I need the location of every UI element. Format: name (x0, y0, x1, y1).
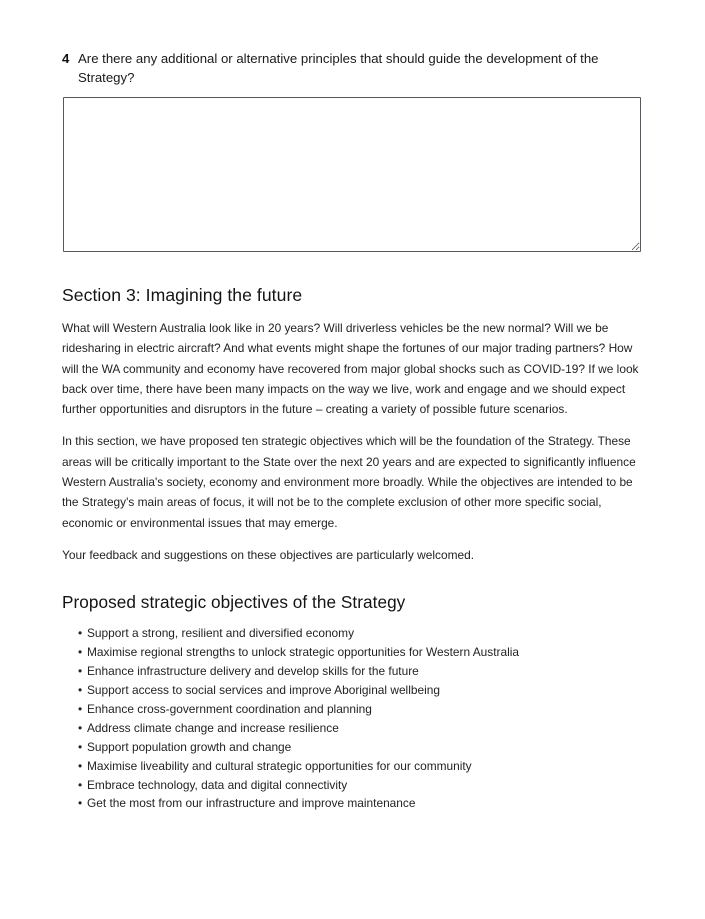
list-item-label: Maximise liveability and cultural strategic opportunities for our community (87, 758, 472, 773)
list-item (62, 681, 622, 700)
list-item (62, 700, 622, 719)
list-item (62, 757, 622, 776)
list-item (62, 624, 622, 643)
bullet-icon: • (78, 701, 83, 716)
question-4-block (62, 49, 602, 87)
bullet-icon: • (78, 645, 83, 660)
bullet-icon: • (78, 796, 83, 811)
list-item-label: Support population growth and change (87, 739, 292, 754)
list-item (62, 776, 622, 795)
section-heading: Section 3: Imagining the future (62, 285, 303, 305)
list-item (62, 662, 622, 681)
page-content (62, 49, 642, 813)
section-paragraph-1: What will Western Australia look like in 20 years? Will driverless vehicles be the new normal? Will we be ridesharing in electric aircraft? And what events might shape the fortunes of our major trading partners? How will the WA community and economy have recovered from major global shocks such as COVID-19? If we look back over time, there have been many impacts on the way we live, work and engage and we should expect further opportunities and disruptors in the future – creating a variety of possible future scenarios. (62, 321, 639, 417)
list-item-label: Embrace technology, data and digital connectivity (87, 777, 348, 792)
list-item-label: Support access to social services and improve Aboriginal wellbeing (87, 682, 440, 697)
list-item-label: Enhance cross-government coordination and planning (87, 701, 372, 716)
bullet-icon: • (78, 626, 83, 641)
bullet-icon: • (78, 664, 83, 679)
list-item (62, 643, 622, 662)
list-item (62, 738, 622, 757)
question-text: Are there any additional or alternative principles that should guide the development of the Strategy? (78, 51, 599, 85)
bullet-icon: • (78, 739, 83, 754)
bullet-icon: • (78, 777, 83, 792)
section-paragraph-2: In this section, we have proposed ten strategic objectives which will be the foundation of the Strategy. These areas will be critically important to the State over the next 20 years and are expected to significantly influence Western Australia's society, economy and environment more broadly. While the objectives are intended to be the Strategy's main areas of focus, it will not be to the complete exclusion of other more specific social, economic or environmental issues that may emerge. (62, 434, 636, 530)
list-item (62, 719, 622, 738)
list-item-label: Support a strong, resilient and diversified economy (87, 626, 355, 641)
list-item-label: Enhance infrastructure delivery and develop skills for the future (87, 664, 419, 679)
question-number: 4 (62, 51, 70, 66)
bullet-icon: • (78, 682, 83, 697)
bullet-icon: • (78, 720, 83, 735)
section-paragraph-3: Your feedback and suggestions on these objectives are particularly welcomed. (62, 547, 475, 562)
list-item-label: Get the most from our infrastructure and improve maintenance (87, 796, 416, 811)
list-item-label: Maximise regional strengths to unlock strategic opportunities for Western Australia (87, 645, 520, 660)
objectives-list (62, 624, 622, 813)
list-item-label: Address climate change and increase resilience (87, 720, 339, 735)
bullet-icon: • (78, 758, 83, 773)
answer-input-question-4[interactable] (63, 97, 641, 252)
list-item (62, 794, 622, 813)
objectives-heading: Proposed strategic objectives of the Strategy (62, 592, 406, 613)
